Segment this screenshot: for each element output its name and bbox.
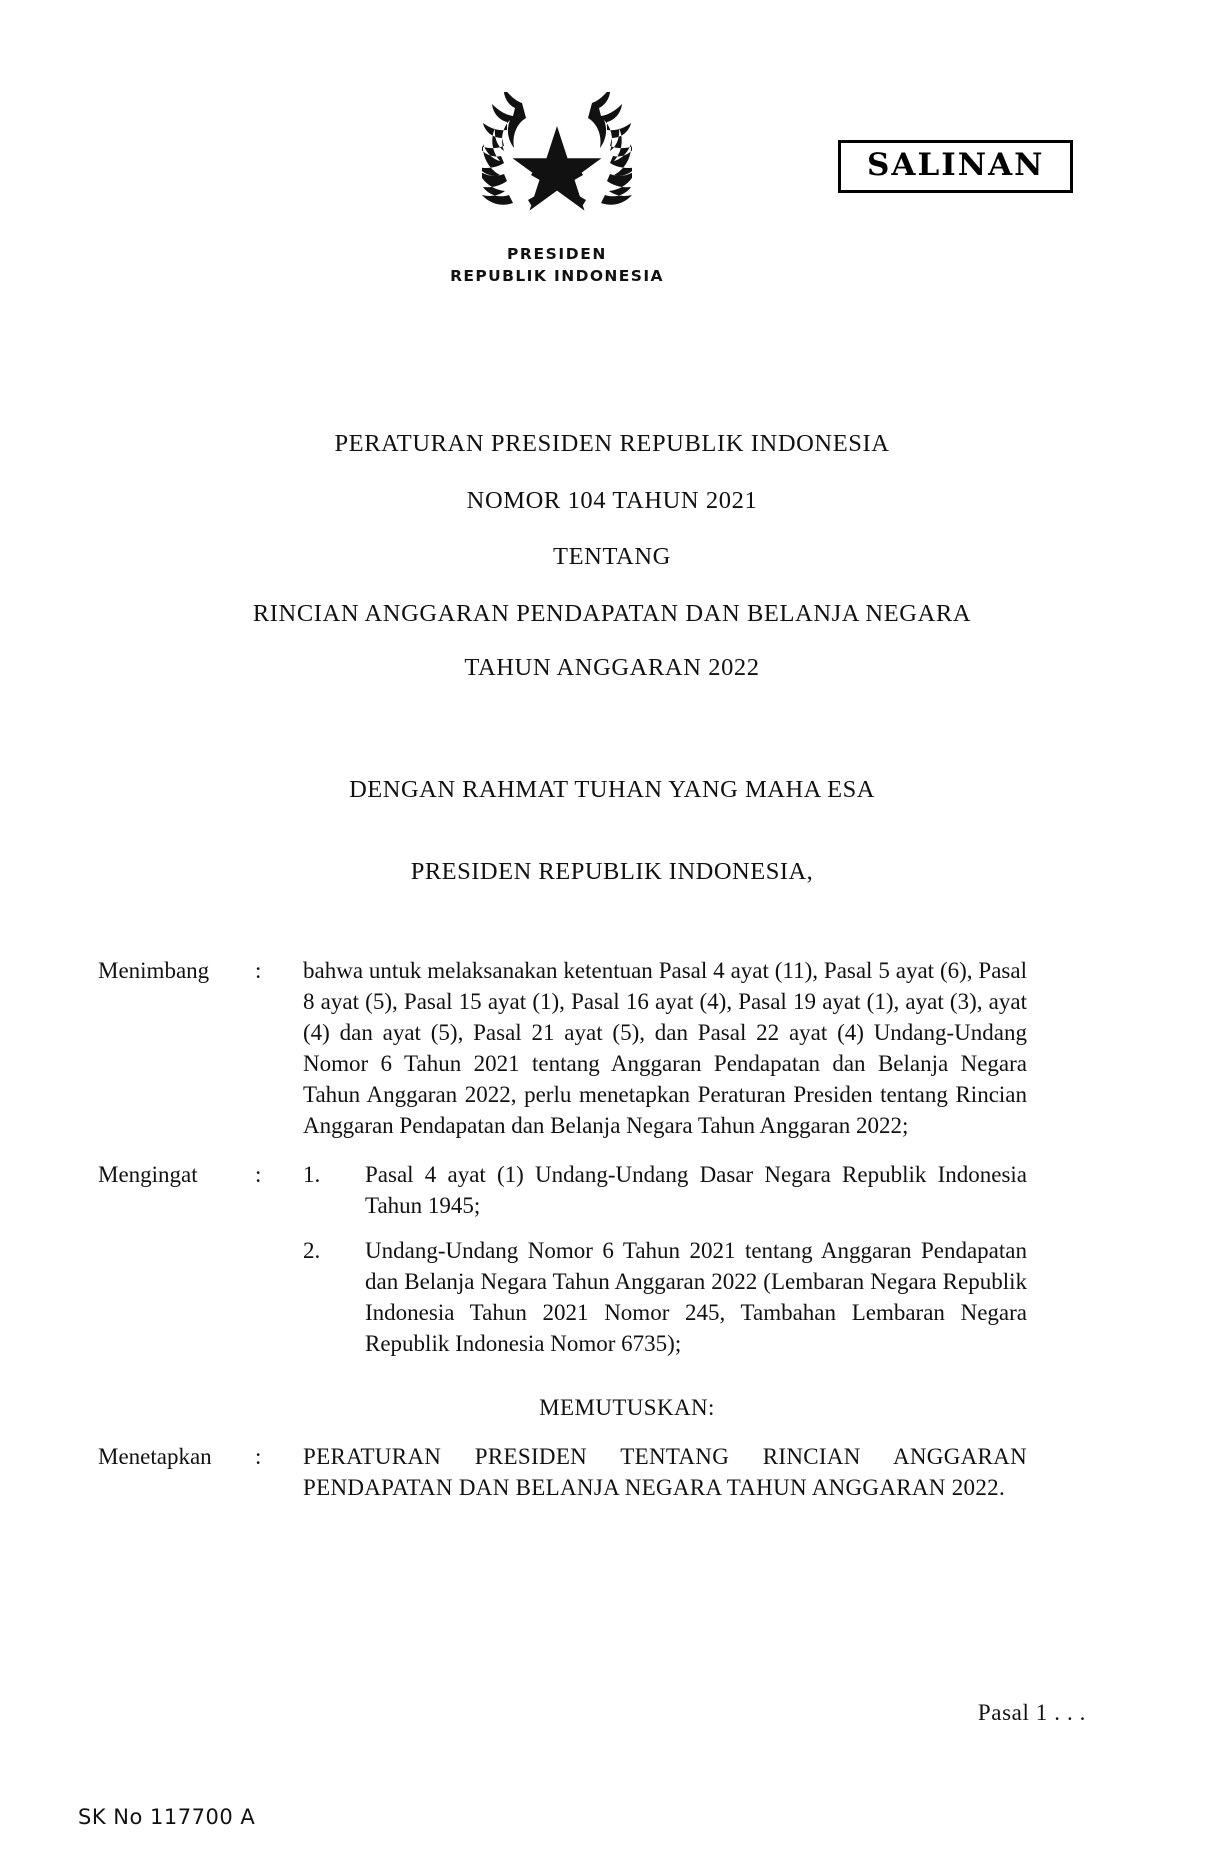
garuda-pancasila-emblem-icon [482,92,632,230]
document-title-block [0,432,1224,713]
list-item-number: 1. [303,1162,321,1187]
preamble-blessing: DENGAN RAHMAT TUHAN YANG MAHA ESA [349,776,875,803]
title-subject-line-1: RINCIAN ANGGARAN PENDAPATAN DAN BELANJA NEGARA [252,599,972,627]
menetapkan-colon: : [255,1444,262,1469]
list-item-number: 2. [303,1238,321,1263]
menimbang-colon: : [255,958,262,983]
list-item [303,1235,1027,1359]
salinan-stamp-label: SALINAN [867,147,1045,183]
continuation-note: Pasal 1 . . . [977,1700,1086,1725]
list-item [303,1159,1027,1221]
menetapkan-row [0,1441,1224,1503]
menimbang-row [0,955,1224,1141]
list-item-text: Undang-Undang Nomor 6 Tahun 2021 tentang Anggaran Pendapatan dan Belanja Negara Tahun Anggaran 2022 (Lembaran Negara Republik Indonesia Tahun 2021 Nomor 245, Tambahan Lembaran Negara Republik Indonesia Nomor 6735); [365,1238,1027,1356]
mengingat-label: Mengingat [98,1162,198,1187]
mengingat-row [0,1159,1224,1359]
menimbang-text [303,955,1027,1141]
menimbang-label: Menimbang [98,958,210,983]
institution-line-1: PRESIDEN [506,245,608,263]
menetapkan-text [303,1441,1027,1503]
institution-line-2: REPUBLIK INDONESIA [450,267,664,285]
menimbang-paragraph: bahwa untuk melaksanakan ketentuan Pasal 4 ayat (11), Pasal 5 ayat (6), Pasal 8 ayat (5), Pasal 15 ayat (1), Pasal 16 ayat (4), Pasal 19 ayat (1), ayat (3), ayat (4) dan ayat (5), Pasal 21 ayat (5), dan Pasal 22 ayat (4) Undang-Undang Nomor 6 Tahun 2021 tentang Anggaran Pendapatan dan Belanja Negara Tahun Anggaran 2022, perlu menetapkan Peraturan Presiden tentang Rincian Anggaran Pendapatan dan Belanja Negara Tahun Anggaran 2022; [303,958,1027,1138]
title-number: NOMOR 104 TAHUN 2021 [466,486,758,514]
salinan-stamp [838,140,1073,193]
document-body [0,955,1224,1521]
document-header [0,92,1224,285]
title-tentang: TENTANG [553,543,671,570]
decision-heading: MEMUTUSKAN: [539,1395,715,1420]
list-item-text: Pasal 4 ayat (1) Undang-Undang Dasar Negara Republik Indonesia Tahun 1945; [365,1162,1027,1218]
mengingat-colon: : [255,1162,262,1187]
menetapkan-paragraph: PERATURAN PRESIDEN TENTANG RINCIAN ANGGARAN PENDAPATAN DAN BELANJA NEGARA TAHUN ANGGARAN 2022. [303,1444,1027,1500]
preamble-authority: PRESIDEN REPUBLIK INDONESIA, [410,857,814,885]
document-code: SK No 117700 A [78,1805,256,1829]
menetapkan-label: Menetapkan [98,1444,212,1469]
title-regulation-type: PERATURAN PRESIDEN REPUBLIK INDONESIA [334,430,890,457]
title-subject-line-2: TAHUN ANGGARAN 2022 [464,654,760,681]
preamble-block [0,778,1224,941]
mengingat-list [303,1159,1027,1359]
